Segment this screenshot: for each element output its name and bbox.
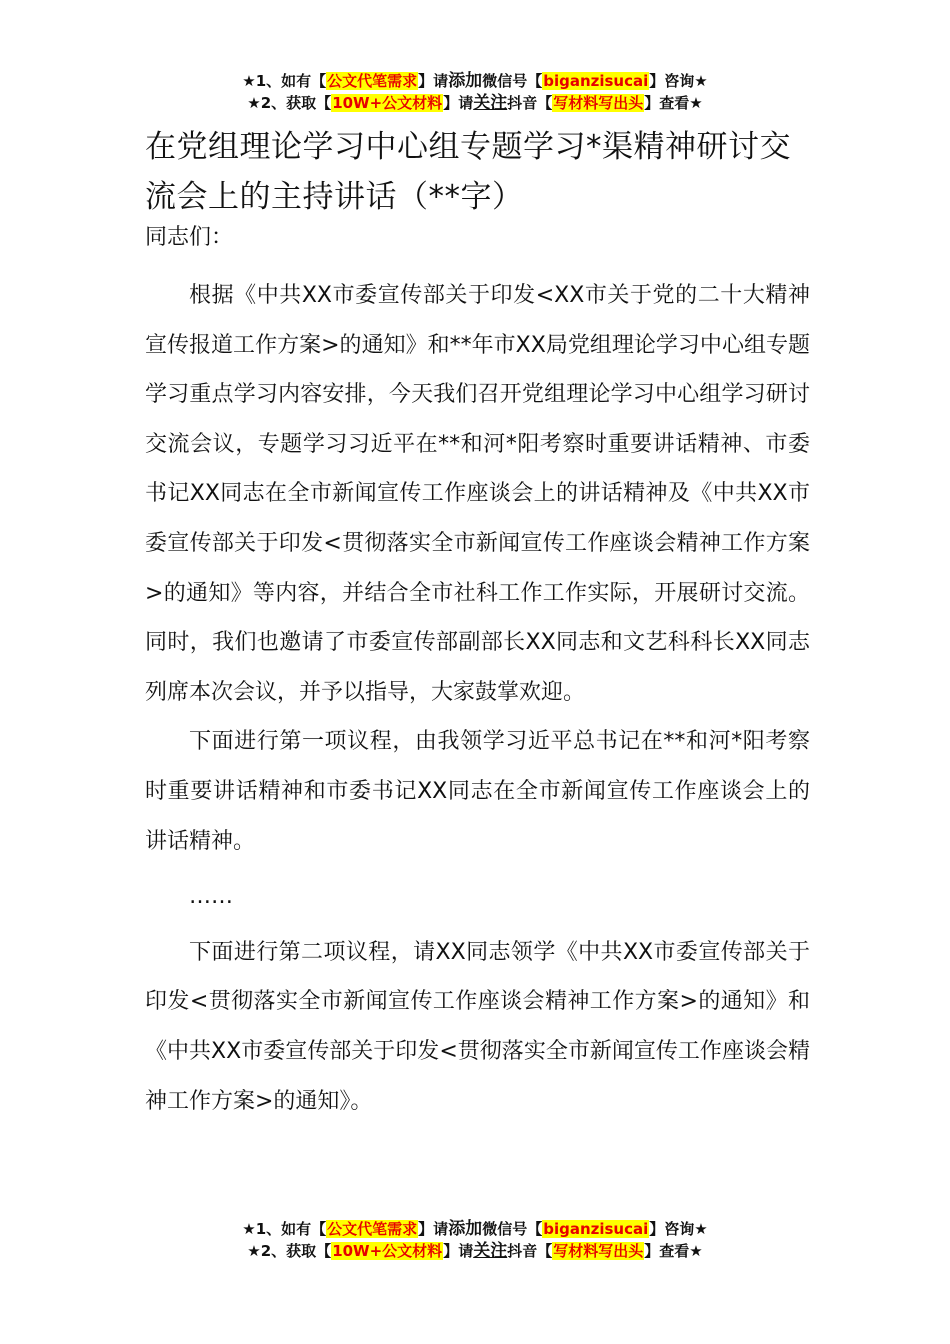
promo-line-1: ★1、如有【公文代笔需求】请添加微信号【biganzisucai】咨询★: [242, 1219, 708, 1239]
promo-emphasis: 添加: [448, 1219, 483, 1239]
promo-line-2: ★2、获取【10W+公文材料】请关注抖音【写材料写出头】查看★: [247, 1241, 703, 1261]
document-title: 在党组理论学习中心组专题学习*渠精神研讨交流会上的主持讲话（**字）: [145, 129, 791, 215]
promo-line-2: ★2、获取【10W+公文材料】请关注抖音【写材料写出头】查看★: [247, 93, 703, 113]
wechat-id-highlight: biganzisucai: [543, 72, 649, 90]
body-paragraph: 下面进行第二项议程，请XX同志领学《中共XX市委宣传部关于印发<贯彻落实全市新闻宣传工作座谈会精神工作方案>的通知》和《中共XX市委宣传部关于印发<贯彻落实全市新闻宣传工作座谈会精神工作方案>的通知》。: [145, 939, 810, 1114]
promo-highlight: 公文代笔需求: [327, 72, 418, 90]
douyin-id-highlight: 写材料写出头: [553, 94, 644, 112]
promo-highlight: 10W+公文材料: [332, 94, 443, 112]
promo-emphasis: 添加: [448, 71, 483, 91]
douyin-id-highlight: 写材料写出头: [553, 1242, 644, 1260]
header-promo-banner: [0, 70, 950, 114]
wechat-id-highlight: biganzisucai: [543, 1220, 649, 1238]
document-body: [145, 271, 810, 1126]
body-paragraph: 根据《中共XX市委宣传部关于印发<XX市关于党的二十大精神宣传报道工作方案>的通知》和**年市XX局党组理论学习中心组专题学习重点学习内容安排，今天我们召开党组理论学习中心组学习研讨交流会议，专题学习习近平在**和河*阳考察时重要讲话精神、市委书记XX同志在全市新闻宣传工作座谈会上的讲话精神及《中共XX市委宣传部关于印发<贯彻落实全市新闻宣传工作座谈会精神工作方案>的通知》等内容，并结合全市社科工作工作实际，开展研讨交流。同时，我们也邀请了市委宣传部副部长XX同志和文艺科科长XX同志列席本次会议，并予以指导，大家鼓掌欢迎。: [145, 283, 810, 705]
promo-emphasis: 关注: [473, 1241, 508, 1261]
promo-highlight: 公文代笔需求: [327, 1220, 418, 1238]
greeting: 同志们：: [145, 225, 234, 250]
promo-highlight: 10W+公文材料: [332, 1242, 443, 1260]
footer-promo-banner: [0, 1218, 950, 1262]
promo-emphasis: 关注: [473, 93, 508, 113]
body-paragraph: 下面进行第一项议程，由我领学习近平总书记在**和河*阳考察时重要讲话精神和市委书记XX同志在全市新闻宣传工作座谈会上的讲话精神。: [145, 729, 810, 854]
promo-line-1: ★1、如有【公文代笔需求】请添加微信号【biganzisucai】咨询★: [242, 71, 708, 91]
ellipsis-paragraph: ……: [189, 884, 233, 910]
